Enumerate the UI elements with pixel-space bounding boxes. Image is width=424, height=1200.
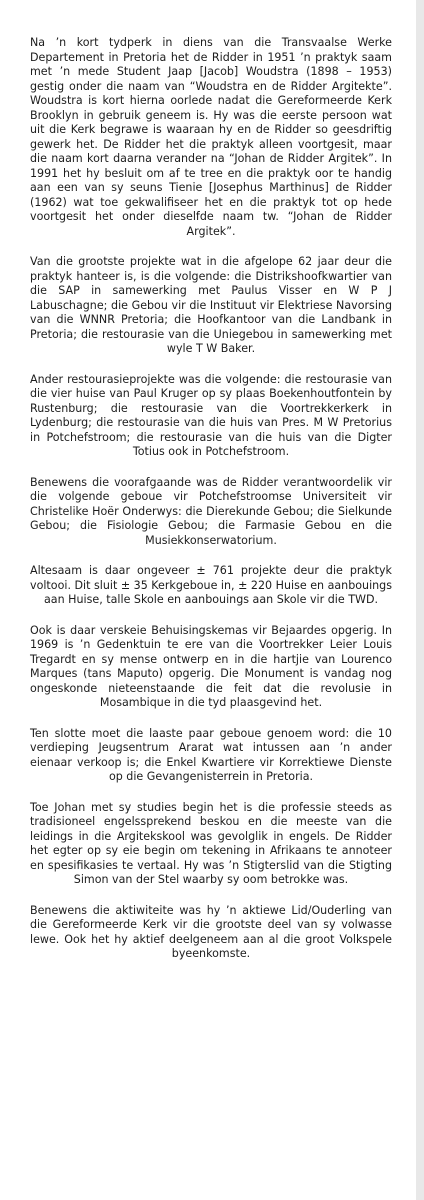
page-edge-strip <box>416 0 424 1200</box>
paragraph-restoration-projects: Ander restourasieprojekte was die volgende: die restourasie van die vier huise van Paul Kruger op sy plaas Boekenhoutfontein by Rustenburg; die restourasie van die Voortrekkerkerk in Lydenburg; die restourasie van die huis van Pres. M W Pretorius in Potchefstroom; die restourasie van die huis van die Digter Totius ook in Potchefstroom. <box>30 372 392 458</box>
paragraph-practice-history: Na ’n kort tydperk in diens van die Transvaalse Werke Departement in Pretoria het de Ridder in 1951 ’n praktyk saam met ’n mede Student Jaap [Jacob] Woudstra (1898 – 1953) gestig onder die naam van “Woudstra en de Ridder Argitekte”. Woudstra is kort hierna oorlede nadat die Gereformeerde Kerk Brooklyn in gebruik geneem is. Hy was die eerste persoon wat uit die Kerk begrawe is waaraan hy en de Ridder so geesdriftig gewerk het. De Ridder het die praktyk alleen voortgesit, maar die naam kort daarna verander na “Johan de Ridder Argitek”. In 1991 het hy besluit om af te tree en die praktyk oor te handig aan een van sy seuns Tienie [Josephus Marthinus] de Ridder (1962) wat toe gekwalifiseer het en die praktyk tot op hede voortgesit het onder dieselfde naam tw. “Johan de Ridder Argitek”. <box>30 36 392 238</box>
paragraph-afrikaans-profession: Toe Johan met sy studies begin het is die professie steeds as tradisioneel engelssprekend beskou en die meeste van die leidings in die Argitekskool was gevolglik in engels. De Ridder het egter op sy eie begin om tekening in Afrikaans te annoteer en spesifikasies te vertaal. Hy was ’n Stigterslid van die Stigting Simon van der Stel waarby sy oom betrokke was. <box>30 800 392 886</box>
paragraph-project-totals: Altesaam is daar ongeveer ± 761 projekte deur die praktyk voltooi. Dit sluit ± 35 Kerkgeboue in, ± 220 Huise en aanbouings aan Huise, talle Skole en aanbouings aan Skole vir die TWD. <box>30 564 393 606</box>
paragraph-church-activities: Benewens die aktiwiteite was hy ’n aktiewe Lid/Ouderling van die Gereformeerde Kerk vir die grootste deel van sy volwasse lewe. Ook het hy aktief deelgeneem aan al die groot Volkspele byeenkomste. <box>30 903 392 960</box>
document-page <box>30 36 392 978</box>
paragraph-final-buildings: Ten slotte moet die laaste paar geboue genoem word: die 10 verdieping Jeugsentrum Ararat wat intussen aan ’n ander eienaar verkoop is; die Enkel Kwartiere vir Korrektiewe Dienste op die Gevangenisterrein in Pretoria. <box>30 726 392 783</box>
paragraph-university-buildings: Benewens die voorafgaande was de Ridder verantwoordelik vir die volgende geboue vir Potchefstroomse Universiteit vir Christelike Hoër Onderwys: die Dierekunde Gebou; die Sielkunde Gebou; die Fisiologie Gebou; die Farmasie Gebou en die Musiekkonserwatorium. <box>30 475 392 547</box>
paragraph-major-projects: Van die grootste projekte wat in die afgelope 62 jaar deur die praktyk hanteer is, is die volgende: die Distrikshoofkwartier van die SAP in samewerking met Paulus Visser en W P J Labuschagne; die Gebou vir die Instituut vir Elektriese Navorsing van die WNNR Pretoria; die Hoofkantoor van die Landbank in Pretoria; die restourasie van die Uniegebou in samewerking met wyle T W Baker. <box>30 255 392 355</box>
paragraph-housing-schemes: Ook is daar verskeie Behuisingskemas vir Bejaardes opgerig. In 1969 is ’n Gedenktuin te ere van die Voortrekker Leier Louis Tregardt en sy mense ontwerp en in die hartjie van Lourenco Marques (tans Maputo) opgerig. Die Monument is vandag nog ongeskonde nieteenstaande die feit dat die revolusie in Mosambique in die tyd plaasgevind het. <box>30 623 392 709</box>
